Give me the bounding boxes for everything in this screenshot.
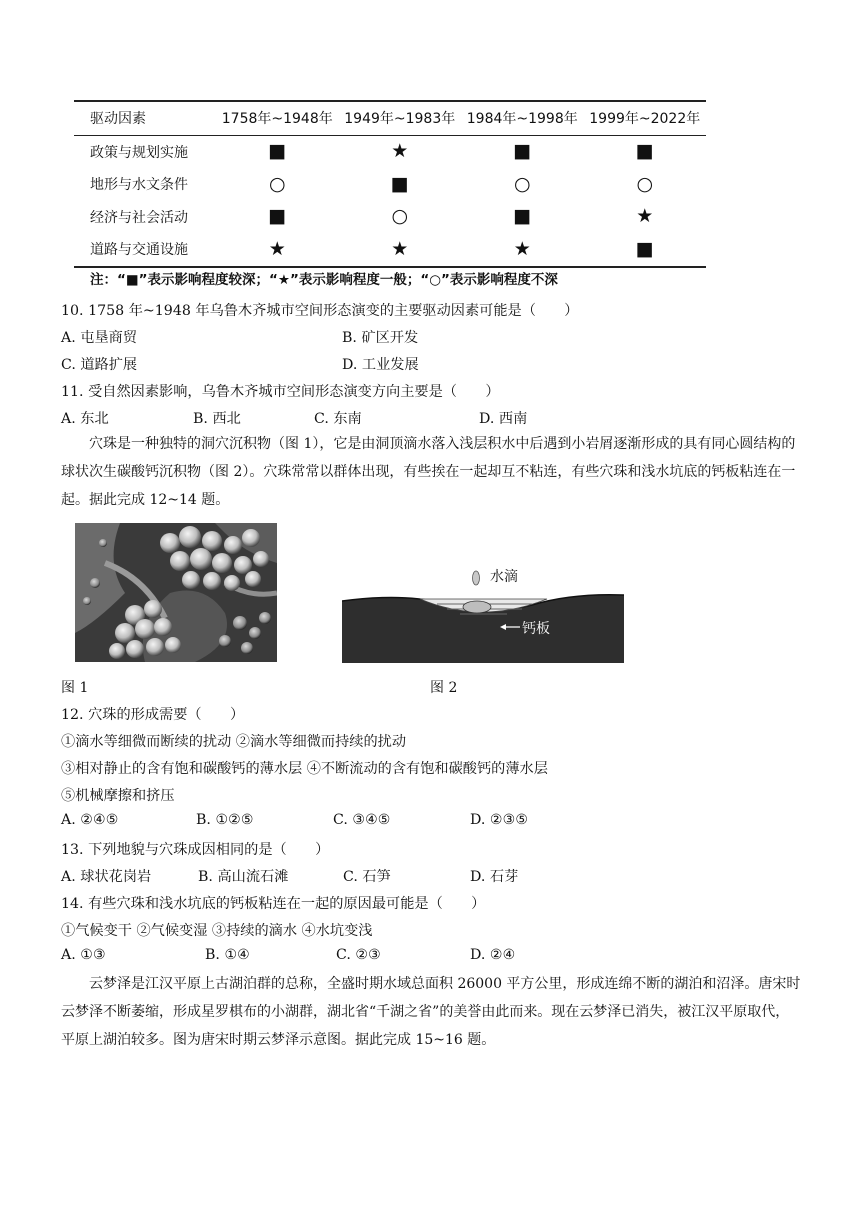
impact-mark: ○ <box>391 205 409 228</box>
impact-mark: ■ <box>268 205 287 228</box>
row-factor: 道路与交通设施 <box>90 242 188 259</box>
q14-option-c: C. ②③ <box>336 947 381 963</box>
table-note: 注：“■”表示影响程度较深；“★”表示影响程度一般；“○”表示影响程度不深 <box>90 272 558 288</box>
header-period-1: 1758年~1948年 <box>221 111 333 128</box>
passage-cave-pearls: 穴珠是一种独特的洞穴沉积物（图 1），它是由洞顶滴水落入浅层积水中后遇到小岩屑逐渐形成的具有同心圆结构的球状次生碳酸钙沉积物（图 2）。穴珠常常以群体出现，有些挨在一起却互不粘连，有些穴珠和浅水坑底的钙板粘连在一起。据此完成 12~14 题。 <box>61 436 796 508</box>
row-factor: 地形与水文条件 <box>90 177 188 194</box>
table-header-row <box>74 101 706 135</box>
table-row <box>74 135 706 168</box>
impact-mark: ■ <box>268 140 287 163</box>
table-row <box>74 201 706 234</box>
impact-mark: ■ <box>635 140 654 163</box>
question-11-stem: 11. 受自然因素影响，乌鲁木齐城市空间形态演变方向主要是（ ） <box>61 384 500 400</box>
cave-pearl-cross-section <box>342 563 624 663</box>
row-factor: 经济与社会活动 <box>90 209 188 226</box>
figure-1-cave-pearl-photo <box>75 523 277 662</box>
question-13-stem: 13. 下列地貌与穴珠成因相同的是（ ） <box>61 842 330 858</box>
header-period-2: 1949年~1983年 <box>344 111 456 128</box>
impact-mark: ★ <box>391 140 409 163</box>
question-12-stem: 12. 穴珠的形成需要（ ） <box>61 707 245 723</box>
q13-option-b: B. 高山流石滩 <box>198 869 289 885</box>
q13-option-c: C. 石笋 <box>343 869 391 885</box>
q11-option-a: A. 东北 <box>61 411 109 427</box>
header-period-3: 1984年~1998年 <box>466 111 578 128</box>
q13-option-a: A. 球状花岗岩 <box>61 869 152 885</box>
q10-option-b: B. 矿区开发 <box>342 330 419 346</box>
q14-statements-1: ①气候变干 ②气候变湿 ③持续的滴水 ④水坑变浅 <box>61 923 373 939</box>
figure-1-label: 图 1 <box>61 680 89 696</box>
q14-option-d: D. ②④ <box>470 947 516 963</box>
q11-option-d: D. 西南 <box>479 411 528 427</box>
impact-mark: ○ <box>268 172 286 195</box>
cave-pearl-photo <box>75 523 277 662</box>
passage-yunmeng-marsh: 云梦泽是江汉平原上古湖泊群的总称，全盛时期水域总面积 26000 平方公里，形成连绵不断的湖泊和沼泽。唐宋时云梦泽不断萎缩，形成星罗棋布的小湖群，湖北省“千湖之省”的美誉由此而来。现在云梦泽已消失，被江汉平原取代，平原上湖泊较多。图为唐宋时期云梦泽示意图。据此完成 15~16 题。 <box>61 976 801 1048</box>
figure-2-cave-pearl-diagram <box>342 563 624 663</box>
q14-option-b: B. ①④ <box>205 947 250 963</box>
impact-mark: ★ <box>513 237 531 260</box>
driving-factor-table <box>74 100 706 268</box>
q12-statements-3: ⑤机械摩擦和挤压 <box>61 788 175 804</box>
label-calcium-plate: 钙板 <box>522 621 550 637</box>
figure-2-label: 图 2 <box>430 680 458 696</box>
q12-option-d: D. ②③⑤ <box>470 812 529 828</box>
q10-option-d: D. 工业发展 <box>342 357 419 373</box>
q14-option-a: A. ①③ <box>61 947 106 963</box>
q11-option-c: C. 东南 <box>314 411 362 427</box>
q12-statements-1: ①滴水等细微而断续的扰动 ②滴水等细微而持续的扰动 <box>61 734 407 750</box>
header-period-4: 1999年~2022年 <box>589 111 701 128</box>
row-factor: 政策与规划实施 <box>90 144 188 161</box>
q11-option-b: B. 西北 <box>193 411 241 427</box>
q13-option-d: D. 石芽 <box>470 869 519 885</box>
impact-mark: ■ <box>513 140 532 163</box>
impact-mark: ★ <box>268 237 286 260</box>
q12-option-a: A. ②④⑤ <box>61 812 119 828</box>
impact-mark: ★ <box>391 237 409 260</box>
header-factor: 驱动因素 <box>90 111 146 128</box>
table-row <box>74 168 706 201</box>
q10-option-c: C. 道路扩展 <box>61 357 138 373</box>
question-10-stem: 10. 1758 年~1948 年乌鲁木齐城市空间形态演变的主要驱动因素可能是（ ） <box>61 303 579 319</box>
impact-mark: ■ <box>513 205 532 228</box>
q12-statements-2: ③相对静止的含有饱和碳酸钙的薄水层 ④不断流动的含有饱和碳酸钙的薄水层 <box>61 761 548 777</box>
impact-mark: ■ <box>635 237 654 260</box>
label-water-drop: 水滴 <box>490 569 518 585</box>
impact-mark: ★ <box>636 205 654 228</box>
q12-option-b: B. ①②⑤ <box>196 812 254 828</box>
impact-mark: ○ <box>513 172 531 195</box>
table-row <box>74 233 706 267</box>
q10-option-a: A. 屯垦商贸 <box>61 330 138 346</box>
question-14-stem: 14. 有些穴珠和浅水坑底的钙板粘连在一起的原因最可能是（ ） <box>61 896 486 912</box>
impact-mark: ■ <box>390 172 409 195</box>
impact-mark: ○ <box>636 172 654 195</box>
q12-option-c: C. ③④⑤ <box>333 812 391 828</box>
